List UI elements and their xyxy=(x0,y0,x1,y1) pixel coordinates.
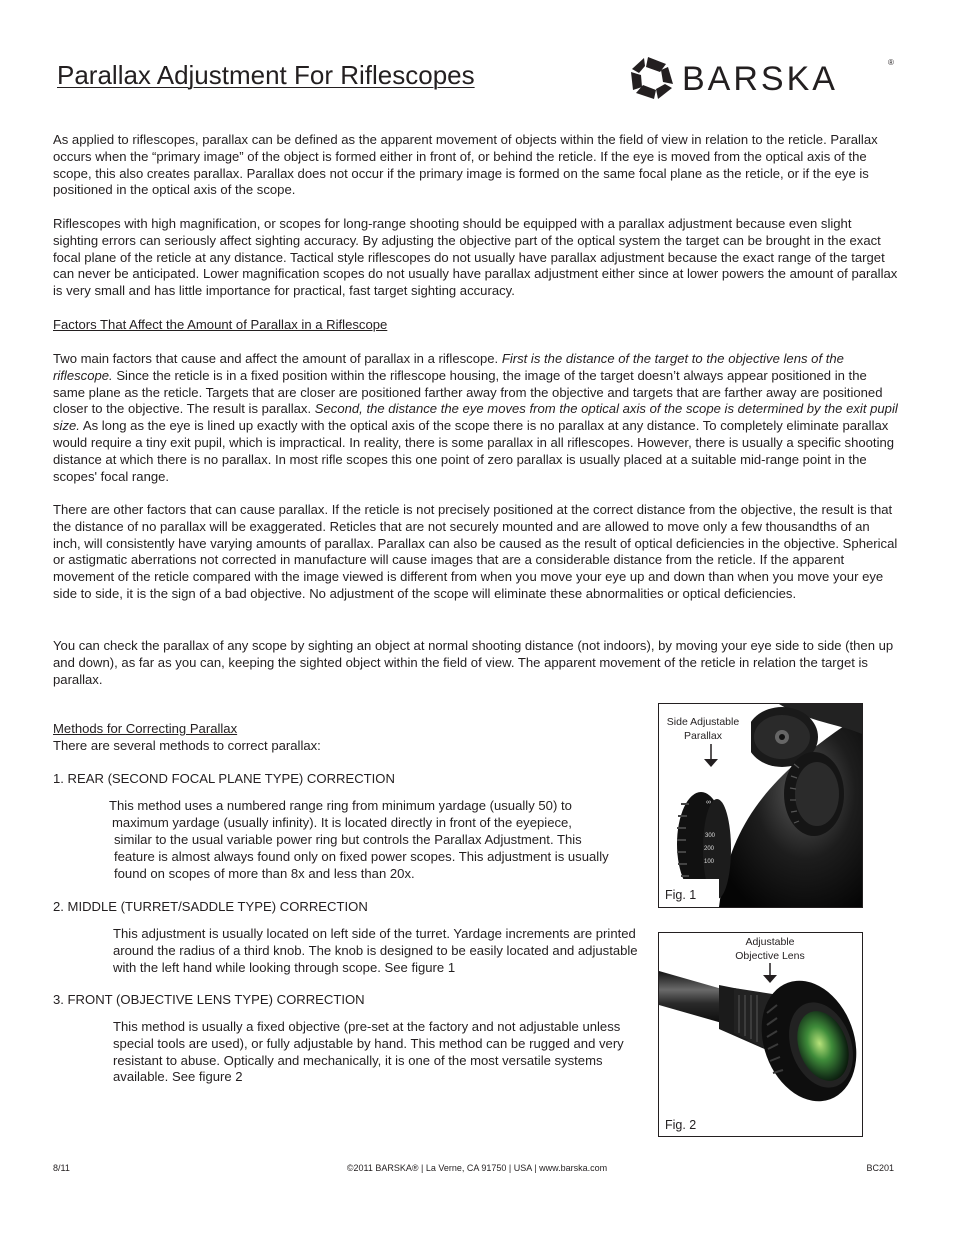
method-3-text: This method is usually a fixed objective (pre-set at the factory and not adjustable unless special tools are used), or fully adjustable by hand. This method can be rugged and very resistant to abuse. Optically and mechanically, it is one of the most versatile systems available. See figure 2 xyxy=(113,1019,624,1085)
method-3-title: 3. FRONT (OBJECTIVE LENS TYPE) CORRECTION xyxy=(53,992,365,1007)
fig2-caption-line1: Adjustable xyxy=(745,936,795,948)
range-mark-100: 100 xyxy=(704,859,715,865)
fig1-caption-line1: Side Adjustable xyxy=(666,716,740,728)
method-1-title: 1. REAR (SECOND FOCAL PLANE TYPE) CORRECTION xyxy=(53,771,395,786)
fig1-label: Fig. 1 xyxy=(665,888,697,902)
method-1-line-3: similar to the usual variable power ring but controls the Parallax Adjustment. This xyxy=(114,832,582,847)
range-mark-200: 200 xyxy=(704,846,715,852)
factors-heading: Factors That Affect the Amount of Parallax in a Riflescope xyxy=(53,317,388,332)
method-2-text: This adjustment is usually located on left side of the turret. Yardage increments are printed around the radius of a third knob. The knob is designed to be easily located and adjustable with the left hand while looking through scope. See figure 1 xyxy=(113,926,638,975)
range-mark-infinity: ∞ xyxy=(706,799,711,806)
figure-2-photo xyxy=(659,933,862,1136)
method-1-line-5: found on scopes of more than 8x and less than 20x. xyxy=(114,866,415,881)
footer-date: 8/11 xyxy=(53,1163,70,1173)
barska-logo-icon xyxy=(630,55,900,101)
figure-1 xyxy=(658,703,863,908)
first-factor-text: First is the distance of the target to the objective lens of the riflescope. xyxy=(53,351,844,383)
method-1-line-4: feature is almost always found only on fixed power scopes. This adjustment is usually xyxy=(114,849,609,864)
method-1-line-2: maximum yardage (usually infinity). It is located directly in front of the eyepiece, xyxy=(112,815,572,830)
paragraph-two-factors xyxy=(53,351,898,485)
paragraph-other-factors: There are other factors that can cause parallax. If the reticle is not precisely positioned at the correct distance from the objective, the result is that the distance of no parallax will be exaggerated. Reticles that are not securely mounted and are allowed to move only a few thousandths of an inch, will consistently have varying amounts of parallax. Parallax can also be caused as the result of optical deficiencies in the objective. Spherical or astigmatic aberrations not corrected in manufacture will cause images that are a considerable distance from the reticle. If the apparent movement of the reticle compared with the image viewed is different from when you move your eye up and down than when you move your eye side to side, it is the sign of a bad objective. No adjustment of the scope will eliminate these abnormalities or optical deficiencies. xyxy=(53,502,898,601)
methods-heading: Methods for Correcting Parallax xyxy=(53,721,238,736)
page-title: Parallax Adjustment For Riflescopes xyxy=(57,60,475,90)
two-factors-end: As long as the eye is lined up exactly with the optical axis of the scope there is no parallax at any distance. To completely eliminate parallax would require a tiny exit pupil, which is impractical. In reality, there is some parallax in all riflescopes. However, there is usually a specific shooting distance at which there is no parallax. In most rifle scopes this one point of zero parallax is usually placed at a suitable mid-range point in the scopes' focal range. xyxy=(53,418,895,484)
second-factor-text: Second, the distance the eye moves from the optical axis of the scope is determined by the exit pupil size. xyxy=(53,401,898,434)
figure-2 xyxy=(658,932,863,1137)
registered-mark: ® xyxy=(888,58,894,67)
fig2-arrow-head xyxy=(763,975,777,983)
fig1-caption xyxy=(659,716,747,743)
method-2-title: 2. MIDDLE (TURRET/SADDLE TYPE) CORRECTION xyxy=(53,899,368,914)
two-factors-intro: Two main factors that cause and affect the amount of parallax in a riflescope. xyxy=(53,351,502,366)
range-mark-300: 300 xyxy=(705,833,716,839)
two-factors-mid: Since the reticle is in a fixed position within the riflescope housing, the image of the target doesn’t always appear positioned in the same plane as the reticle. Targets that are closer are positioned farther away from the objective and targets that are farther away are positioned closer to the objective. The result is parallax. xyxy=(53,367,883,417)
fig1-caption-line2: Parallax xyxy=(684,729,722,742)
methods-intro: There are several methods to correct parallax: xyxy=(53,738,321,753)
barska-wordmark: BARSKA xyxy=(682,60,838,98)
footer-code: BC201 xyxy=(866,1163,894,1173)
method-1-line-1: This method uses a numbered range ring from minimum yardage (usually 50) to xyxy=(109,798,572,813)
paragraph-high-magnification: Riflescopes with high magnification, or scopes for long-range shooting should be equipped with a parallax adjustment because even slight sighting errors can seriously affect sighting accuracy. By adjusting the objective part of the optical system the target can be brought in the exact focal plane of the reticle at any distance. Tactical style riflescopes do not usually have parallax adjustment because the exact range of the target can never be anticipated. Lower magnification scopes do not usually have parallax adjustment either since at lower powers the amount of parallax is very small and has little importance for practical, fast target sighting accuracy. xyxy=(53,216,898,299)
fig2-caption xyxy=(720,936,820,963)
paragraph-definition: As applied to riflescopes, parallax can be defined as the apparent movement of objects within the field of view in relation to the reticle. Parallax occurs when the “primary image” of the object is formed either in front of, or behind the reticle. If the eye is moved from the optical axis of the scope, this also creates parallax. Parallax does not occur if the primary image is formed on the same focal plane as the reticle, or if the eye is positioned in the optical axis of the scope. xyxy=(53,132,878,198)
barska-logo xyxy=(630,55,900,101)
paragraph-check-parallax: You can check the parallax of any scope by sighting an object at normal shooting distance (not indoors), by moving your eye side to side (then up and down), as far as you can, keeping the sighted object within the field of view. The apparent movement of the reticle in relation the target is parallax. xyxy=(53,638,894,687)
fig2-caption-line2: Objective Lens xyxy=(735,949,805,962)
footer-copyright: ©2011 BARSKA® | La Verne, CA 91750 | USA | www.barska.com xyxy=(346,1163,608,1173)
fig2-label: Fig. 2 xyxy=(665,1118,697,1132)
